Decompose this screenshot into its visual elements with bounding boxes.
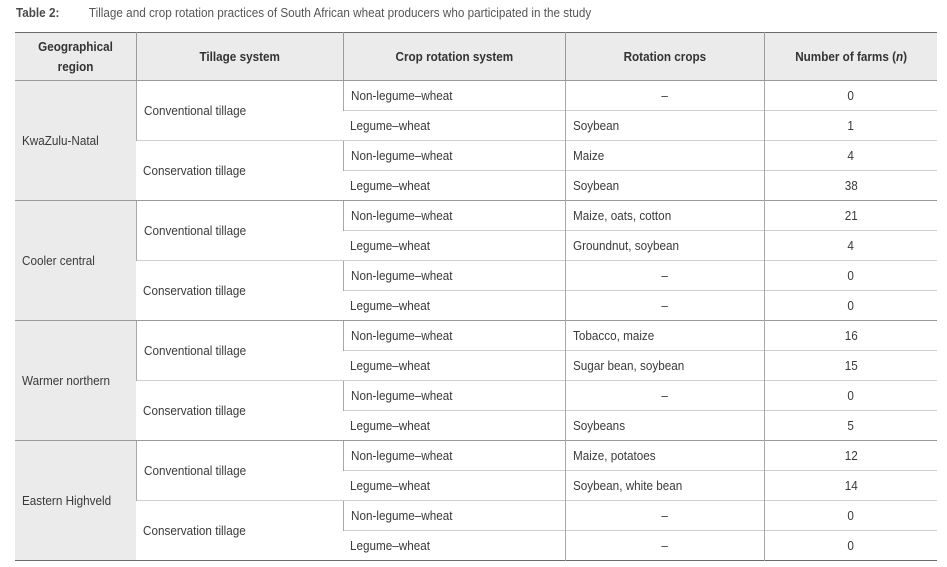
cell-rotation-system: Legume–wheat	[343, 351, 565, 381]
cell-rotation-crops: –	[565, 381, 764, 411]
cell-number-of-farms: 15	[764, 351, 937, 381]
table-row	[15, 501, 937, 531]
cell-tillage-system: Conservation tillage	[136, 381, 343, 441]
cell-tillage-system: Conventional tillage	[136, 321, 343, 381]
cell-number-of-farms: 5	[764, 411, 937, 441]
cell-rotation-system: Legume–wheat	[343, 471, 565, 501]
cell-rotation-system: Non-legume–wheat	[343, 381, 565, 411]
header-geographical-region	[15, 33, 136, 81]
cell-number-of-farms: 0	[764, 381, 937, 411]
table-body	[15, 81, 937, 561]
table-row	[15, 201, 937, 231]
cell-rotation-system: Legume–wheat	[343, 411, 565, 441]
cell-rotation-system: Non-legume–wheat	[343, 141, 565, 171]
cell-number-of-farms: 1	[764, 111, 937, 141]
table-header	[15, 33, 937, 81]
cell-rotation-crops: Maize, potatoes	[565, 441, 764, 471]
table-caption	[16, 4, 591, 22]
cell-rotation-crops: Groundnut, soybean	[565, 231, 764, 261]
cell-number-of-farms: 0	[764, 261, 937, 291]
table-row	[15, 261, 937, 291]
cell-rotation-system: Non-legume–wheat	[343, 261, 565, 291]
cell-rotation-crops: –	[565, 291, 764, 321]
cell-region: Eastern Highveld	[15, 441, 136, 561]
cell-number-of-farms: 4	[764, 231, 937, 261]
header-tillage-system: Tillage system	[136, 33, 343, 81]
cell-rotation-system: Legume–wheat	[343, 291, 565, 321]
cell-rotation-crops: Sugar bean, soybean	[565, 351, 764, 381]
cell-tillage-system: Conservation tillage	[136, 141, 343, 201]
cell-number-of-farms: 0	[764, 291, 937, 321]
cell-rotation-system: Non-legume–wheat	[343, 201, 565, 231]
cell-rotation-system: Non-legume–wheat	[343, 81, 565, 111]
cell-rotation-system: Legume–wheat	[343, 231, 565, 261]
header-farms-variable: n	[895, 48, 903, 64]
table-row	[15, 441, 937, 471]
cell-region: KwaZulu-Natal	[15, 81, 136, 201]
cell-number-of-farms: 14	[764, 471, 937, 501]
cell-number-of-farms: 0	[764, 501, 937, 531]
cell-number-of-farms: 16	[764, 321, 937, 351]
table-row	[15, 141, 937, 171]
cell-number-of-farms: 21	[764, 201, 937, 231]
table-row	[15, 381, 937, 411]
cell-tillage-system: Conventional tillage	[136, 81, 343, 141]
cell-rotation-system: Legume–wheat	[343, 531, 565, 561]
cell-rotation-crops: –	[565, 501, 764, 531]
cell-number-of-farms: 4	[764, 141, 937, 171]
table-row	[15, 81, 937, 111]
cell-rotation-crops: Soybeans	[565, 411, 764, 441]
cell-rotation-crops: –	[565, 531, 764, 561]
cell-rotation-crops: Maize	[565, 141, 764, 171]
cell-number-of-farms: 0	[764, 531, 937, 561]
header-region-line2: region	[57, 58, 94, 74]
header-row	[15, 33, 937, 81]
cell-number-of-farms: 0	[764, 81, 937, 111]
cell-rotation-system: Non-legume–wheat	[343, 441, 565, 471]
cell-rotation-crops: Soybean	[565, 171, 764, 201]
header-crop-rotation-system: Crop rotation system	[343, 33, 565, 81]
cell-rotation-crops: Tobacco, maize	[565, 321, 764, 351]
cell-tillage-system: Conservation tillage	[136, 261, 343, 321]
cell-rotation-system: Legume–wheat	[343, 111, 565, 141]
header-region-line1: Geographical	[37, 38, 113, 54]
cell-rotation-crops: Soybean	[565, 111, 764, 141]
cell-number-of-farms: 12	[764, 441, 937, 471]
cell-rotation-crops: –	[565, 81, 764, 111]
cell-number-of-farms: 38	[764, 171, 937, 201]
caption-label: Table 2:	[16, 5, 60, 20]
cell-region: Warmer northern	[15, 321, 136, 441]
cell-tillage-system: Conventional tillage	[136, 441, 343, 501]
cell-tillage-system: Conventional tillage	[136, 201, 343, 261]
header-number-of-farms: Number of farms (n)	[764, 33, 937, 81]
table-row	[15, 321, 937, 351]
cell-tillage-system: Conservation tillage	[136, 501, 343, 561]
cell-rotation-crops: Maize, oats, cotton	[565, 201, 764, 231]
cell-rotation-system: Legume–wheat	[343, 171, 565, 201]
caption-title: Tillage and crop rotation practices of South African wheat producers who participated in the study	[88, 5, 592, 20]
cell-region: Cooler central	[15, 201, 136, 321]
cell-rotation-system: Non-legume–wheat	[343, 321, 565, 351]
cell-rotation-crops: Soybean, white bean	[565, 471, 764, 501]
cell-rotation-crops: –	[565, 261, 764, 291]
cell-rotation-system: Non-legume–wheat	[343, 501, 565, 531]
data-table	[15, 32, 937, 561]
header-rotation-crops: Rotation crops	[565, 33, 764, 81]
